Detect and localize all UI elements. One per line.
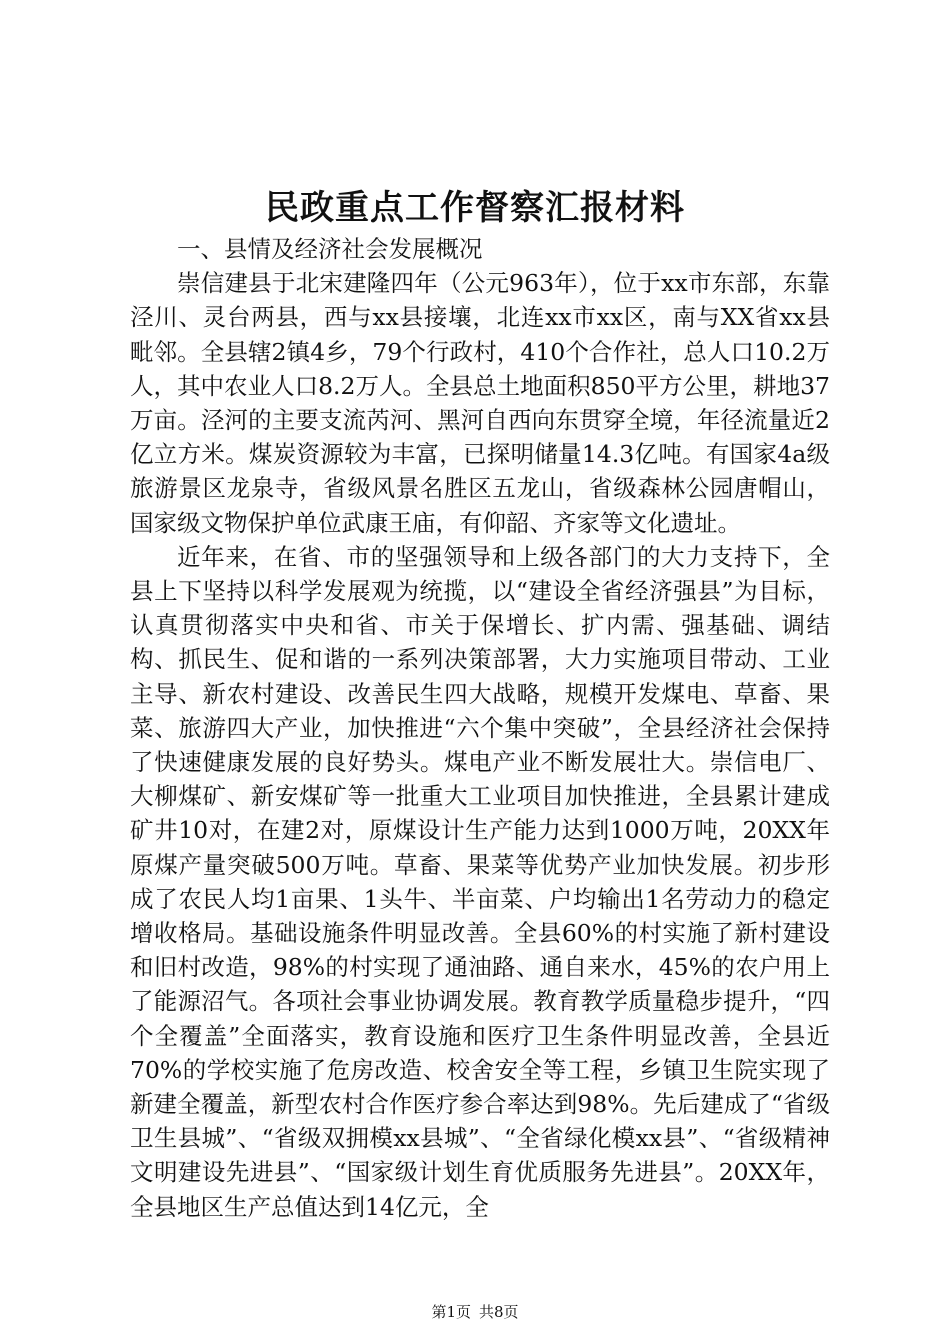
document-body [130, 232, 830, 1224]
document-title: 民政重点工作督察汇报材料 [265, 188, 685, 228]
page-number: 第1页 [431, 1303, 471, 1321]
paragraph-county-overview: 崇信建县于北宋建隆四年（公元963年），位于xx市东部，东靠泾川、灵台两县，西与xx县接壤，北连xx市xx区，南与XX省xx县毗邻。全县辖2镇4乡，79个行政村，410个合作社，总人口10.2万人，其中农业人口8.2万人。全县总土地面积850平方公里，耕地37万亩。泾河的主要支流芮河、黑河自西向东贯穿全境，年径流量近2亿立方米。煤炭资源较为丰富，已探明储量14.3亿吨。有国家4a级旅游景区龙泉寺，省级风景名胜区五龙山，省级森林公园唐帽山，国家级文物保护单位武康王庙，有仰韶、齐家等文化遗址。 [130, 269, 830, 537]
page-total: 共8页 [479, 1303, 519, 1321]
section-heading: 一、县情及经济社会发展概况 [177, 235, 483, 263]
page-footer [0, 1302, 950, 1322]
paragraph-development: 近年来，在省、市的坚强领导和上级各部门的大力支持下，全县上下坚持以科学发展观为统揽，以“建设全省经济强县”为目标，认真贯彻落实中央和省、市关于保增长、扩内需、强基础、调结构、抓民生、促和谐的一系列决策部署，大力实施项目带动、工业主导、新农村建设、改善民生四大战略，规模开发煤电、草畜、果菜、旅游四大产业，加快推进“六个集中突破”，全县经济社会保持了快速健康发展的良好势头。煤电产业不断发展壮大。崇信电厂、大柳煤矿、新安煤矿等一批重大工业项目加快推进，全县累计建成矿井10对，在建2对，原煤设计生产能力达到1000万吨，20XX年原煤产量突破500万吨。草畜、果菜等优势产业加快发展。初步形成了农民人均1亩果、1头牛、半亩菜、户均输出1名劳动力的稳定增收格局。基础设施条件明显改善。全县60%的村实施了新村建设和旧村改造，98%的村实现了通油路、通自来水，45%的农户用上了能源沼气。各项社会事业协调发展。教育教学质量稳步提升，“四个全覆盖”全面落实，教育设施和医疗卫生条件明显改善，全县近70%的学校实施了危房改造、校舍安全等工程，乡镇卫生院实现了新建全覆盖，新型农村合作医疗参合率达到98%。先后建成了“省级卫生县城”、“省级双拥模xx县城”、“全省绿化模xx县”、“省级精神文明建设先进县”、“国家级计划生育优质服务先进县”。20XX年，全县地区生产总值达到14亿元，全 [130, 542, 830, 1221]
